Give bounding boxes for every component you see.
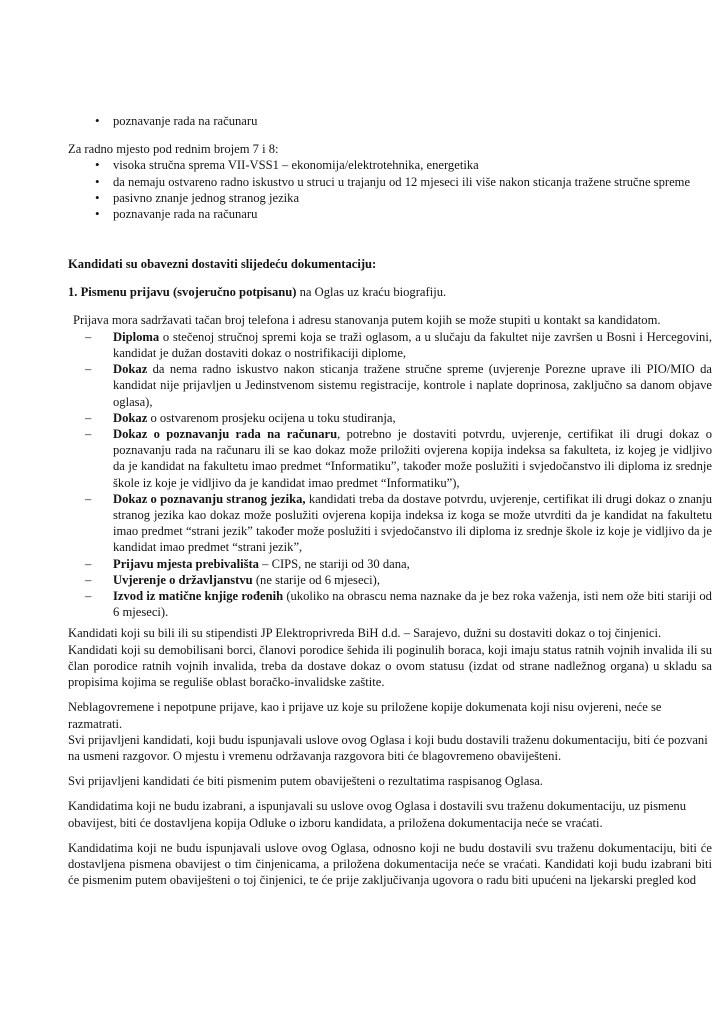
numbered-item-1-text: na Oglas uz kraću biografiju. — [296, 285, 447, 300]
paragraph-demobilisani: Kandidati koji su demobilisani borci, članovi porodice šehida ili poginulih boraca, koji imaju status ratnih vojnih invalida ili su član porodice ratnih vojnih invalida, treba da dostave dokaz o ovom statusu (izdat od strane nadležnog organa) u skladu sa propisima kojima se reguliše oblast boračko-invalidske zaštite. — [68, 642, 712, 690]
document-list-item — [68, 572, 712, 588]
document-list-item-text: kandidati treba da dostave potvrdu, uvjerenje, certifikat ili drugi dokaz o znanju stranog jezika kao dokaz može poslužiti ovjerena kopija indeksa iz koga se može utvrditi da je kandidat na fakultetu imao predmet “strani jezik” također može poslužiti i svjedočanstvo ili diploma iz srednje škole iz koje je vidljivo da je kandidat imao predmet “strani jezik”, — [113, 491, 713, 555]
document-list-item-lead: Izvod iz matične knjige rođenih — [113, 589, 284, 604]
document-list-item-lead: Dokaz o poznavanju rada na računaru — [113, 427, 338, 442]
document-list-item-lead: Diploma — [113, 329, 160, 344]
document-list-item-lead: Dokaz — [113, 410, 148, 425]
numbered-item-1-lead: 1. Pismenu prijavu (svojeručno potpisanu) — [68, 285, 297, 300]
bullet-item: • visoka stručna sprema VII-VSS1 – ekonomija/elektrotehnika, energetika — [68, 157, 712, 173]
paragraph-stipendisti: Kandidati koji su bili ili su stipendisti JP Elektroprivreda BiH d.d. – Sarajevo, dužni su dostaviti dokaz o toj činjenici. — [68, 626, 662, 641]
document-list-item-text: (ukoliko na obrascu nema naznake da je bez roka važenja, isti nem ože biti stariji od 6 mjeseci). — [113, 589, 712, 620]
document-list-item-lead: Prijavu mjesta prebivališta — [113, 556, 259, 571]
document-list-item-text: o ostvarenom prosjeku ocijena u toku studiranja, — [147, 410, 396, 425]
paragraph-neblagovremene: Neblagovremene i nepotpune prijave, kao i prijave uz koje su priložene kopije dokumenata koji nisu ovjereni, neće se razmatrati. — [68, 700, 662, 731]
document-list-item-lead: Uvjerenje o državljanstvu — [113, 572, 253, 587]
bullet-item: • poznavanje rada na računaru — [68, 206, 712, 222]
section-intro: Za radno mjesto pod rednim brojem 7 i 8: — [68, 142, 279, 157]
document-list-item — [68, 491, 712, 556]
document-list-item-text: – CIPS, ne stariji od 30 dana, — [258, 556, 410, 571]
document-list-item-lead: Dokaz o poznavanju stranog jezika, — [113, 491, 306, 506]
document-list-item-text: da nema radno iskustvo nakon sticanja tražene stručne spreme (uvjerenje Porezne uprave ili PIO/MIO da kandidat nije prijavljen u Jedinstvenom sistemu registracije, kontrole i naplate doprinosa, zaključno sa danom objave oglasa), — [113, 362, 712, 409]
document-list-item — [68, 588, 712, 620]
document-list-item — [68, 361, 712, 410]
document-list-item — [68, 556, 712, 572]
document-list-item-text: (ne starije od 6 mjeseci), — [252, 572, 380, 587]
contact-note: Prijava mora sadržavati tačan broj telefona i adresu stanovanja putem kojih se može stupiti u kontakt sa kandidatom. — [73, 312, 661, 327]
bullet-item: • pasivno znanje jednog stranog jezika — [68, 190, 712, 206]
paragraph-rezultati: Svi prijavljeni kandidati će biti pismenim putem obaviješteni o rezultatima raspisanog Oglasa. — [68, 774, 543, 789]
bullet-item: • poznavanje rada na računaru — [68, 113, 712, 129]
document-list-item — [68, 410, 712, 426]
numbered-item-1 — [68, 284, 712, 300]
paragraph-usmeni-razgovor: Svi prijavljeni kandidati, koji budu ispunjavali uslove ovog Oglasa i koji budu dostavili traženu dokumentaciju, biti će pozvani na usmeni razgovor. O mjestu i vremenu održavanja razgovora biti će blagovremeno obaviješteni. — [68, 732, 708, 763]
document-list-item-lead: Dokaz — [113, 362, 148, 377]
requirements-list-7-8 — [68, 157, 712, 222]
document-list-item-text: o stečenoj stručnoj spremi koja se traži oglasom, a u slučaju da fakultet nije završen u Bosni i Hercegovini, kandidat je dužan dostaviti dokaz o nostrifikaciji diplome, — [113, 329, 712, 361]
paragraph-neispunjavali: Kandidatima koji ne budu ispunjavali uslove ovog Oglasa, odnosno koji ne budu dostavili svu traženu dokumentaciju, biti će dostavljena pismena obavijest o tim činjenicama, a priložena dokumentacija neće se vraćati. Kandidati koji budu izabrani biti će pismenim putem obaviješteni o toj činjenici, te će prije zaključivanja ugovora o radu biti upućeni na ljekarski pregled kod — [68, 840, 712, 888]
bullet-item: • da nemaju ostvareno radno iskustvo u struci u trajanju od 12 mjeseci ili više nakon sticanja tražene stručne spreme — [68, 174, 712, 190]
document-list-item — [68, 329, 712, 361]
paragraph-neizabrani: Kandidatima koji ne budu izabrani, a ispunjavali su uslove ovog Oglasa i dostavili svu traženu dokumentaciju, uz pismenu obavijest, biti će dostavljena kopija Odluke o izboru kandidata, a priložena dokumentacija neće se vraćati. — [68, 799, 687, 830]
requirements-list-top — [68, 113, 712, 129]
document-list-item — [68, 426, 712, 491]
section-heading: Kandidati su obavezni dostaviti slijedeću dokumentaciju: — [68, 257, 377, 272]
documents-list — [68, 329, 712, 621]
document-list-item-text: , potrebno je dostaviti potvrdu, uvjerenje, certifikat ili drugi dokaz o poznavanju rada na računaru ili se kao dokaz može priložiti ovjerena kopija indeksa sa fakulteta, iz kojeg je vidljivo da je kandidat na fakultetu imao predmet “Informatiku”, također može poslužiti i svjedočanstvo ili diploma iz srednje škole iz koje je vidljivo da je kandidat imao predmet “Informatiku”), — [113, 427, 712, 490]
